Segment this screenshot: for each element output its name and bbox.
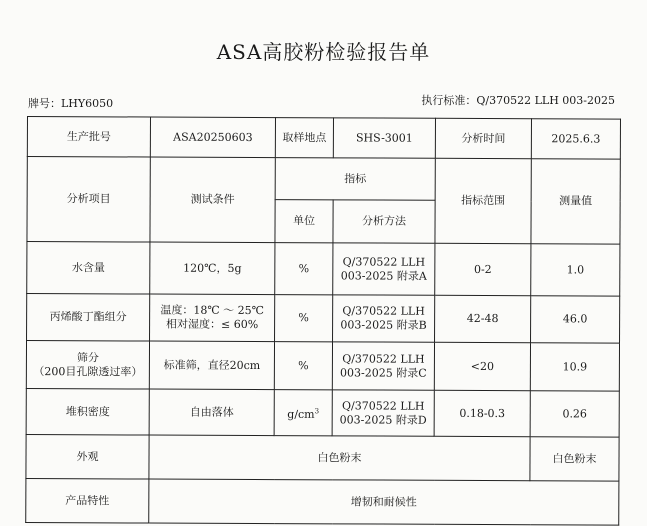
- table-row: [26, 388, 619, 437]
- property-value: 增韧和耐候性: [149, 479, 619, 525]
- item-cell: 堆积密度: [26, 388, 149, 435]
- column-header-row-1: [27, 157, 620, 202]
- item-line: （200目孔隙透过率）: [33, 364, 143, 379]
- method-cell: [333, 295, 435, 342]
- method-column-header: 分析方法: [333, 200, 435, 243]
- method-cell: [333, 243, 435, 295]
- table-row: [27, 242, 620, 297]
- header-row: [27, 117, 620, 160]
- indicator-column-header: 指标: [275, 158, 435, 201]
- execution-standard: 执行标准：Q/370522 LLH 003-2025: [421, 94, 615, 107]
- condition-line: 相对湿度：≤ 60%: [165, 317, 259, 332]
- time-value: 2025.6.3: [531, 119, 620, 159]
- range-column-header: 指标范围: [435, 158, 531, 243]
- unit-cell: %: [275, 295, 333, 342]
- measured-column-header: 测量值: [531, 159, 620, 244]
- value-cell: 46.0: [531, 296, 620, 343]
- method-line: 003-2025 附录C: [340, 365, 427, 380]
- item-cell: [26, 341, 149, 390]
- condition-line: 温度：18℃ ～ 25℃: [160, 303, 264, 318]
- method-line: Q/370522 LLH: [342, 254, 426, 269]
- condition-column-header: 测试条件: [150, 157, 275, 243]
- appearance-value: 白色粉末: [530, 437, 619, 481]
- brand-grade: 牌号：LHY6050: [28, 97, 114, 110]
- report-title: ASA高胶粉检验报告单: [216, 40, 431, 64]
- value-cell: 10.9: [530, 343, 619, 391]
- appearance-spec: 白色粉末: [149, 435, 530, 481]
- item-column-header: 分析项目: [27, 157, 150, 243]
- unit-cell: %: [274, 342, 332, 390]
- unit-superscript: 3: [314, 406, 320, 415]
- unit-column-header: 单位: [275, 200, 333, 243]
- appearance-label: 外观: [26, 434, 149, 479]
- condition-cell: [150, 294, 275, 342]
- method-line: Q/370522 LLH: [341, 398, 425, 413]
- unit-cell: [274, 390, 332, 436]
- property-label: 产品特性: [26, 478, 149, 523]
- value-cell: 0.26: [530, 391, 619, 437]
- method-cell: [332, 342, 434, 390]
- method-line: 003-2025 附录A: [340, 268, 427, 283]
- method-line: 003-2025 附录D: [339, 412, 427, 427]
- value-cell: 1.0: [531, 244, 620, 296]
- range-cell: 0-2: [435, 243, 531, 295]
- table-row: [26, 341, 619, 392]
- batch-label: 生产批号: [27, 117, 150, 158]
- method-cell: [332, 390, 434, 436]
- unit-cell: %: [275, 243, 333, 295]
- range-cell: <20: [434, 342, 530, 390]
- property-row: [26, 478, 619, 525]
- item-cell: 丙烯酸丁酯组分: [27, 294, 150, 342]
- condition-cell: 120℃，5g: [150, 242, 275, 295]
- range-cell: 0.18-0.3: [434, 390, 530, 436]
- appearance-row: [26, 434, 619, 481]
- condition-cell: 自由落体: [149, 389, 274, 436]
- unit-base: g/cm: [287, 407, 315, 421]
- method-line: Q/370522 LLH: [342, 304, 425, 318]
- method-line: Q/370522 LLH: [342, 351, 425, 366]
- condition-cell: 标准筛，直径20cm: [149, 341, 274, 390]
- table-row: [27, 294, 620, 344]
- batch-value: ASA20250603: [150, 117, 275, 158]
- item-cell: 水含量: [27, 242, 150, 295]
- range-cell: 42-48: [435, 295, 531, 342]
- sampling-value: SHS-3001: [333, 118, 435, 158]
- sampling-label: 取样地点: [275, 118, 333, 158]
- inspection-table: [25, 116, 621, 526]
- item-line: 筛分: [76, 350, 99, 364]
- time-label: 分析时间: [435, 118, 531, 158]
- method-line: 003-2025 附录B: [340, 318, 427, 332]
